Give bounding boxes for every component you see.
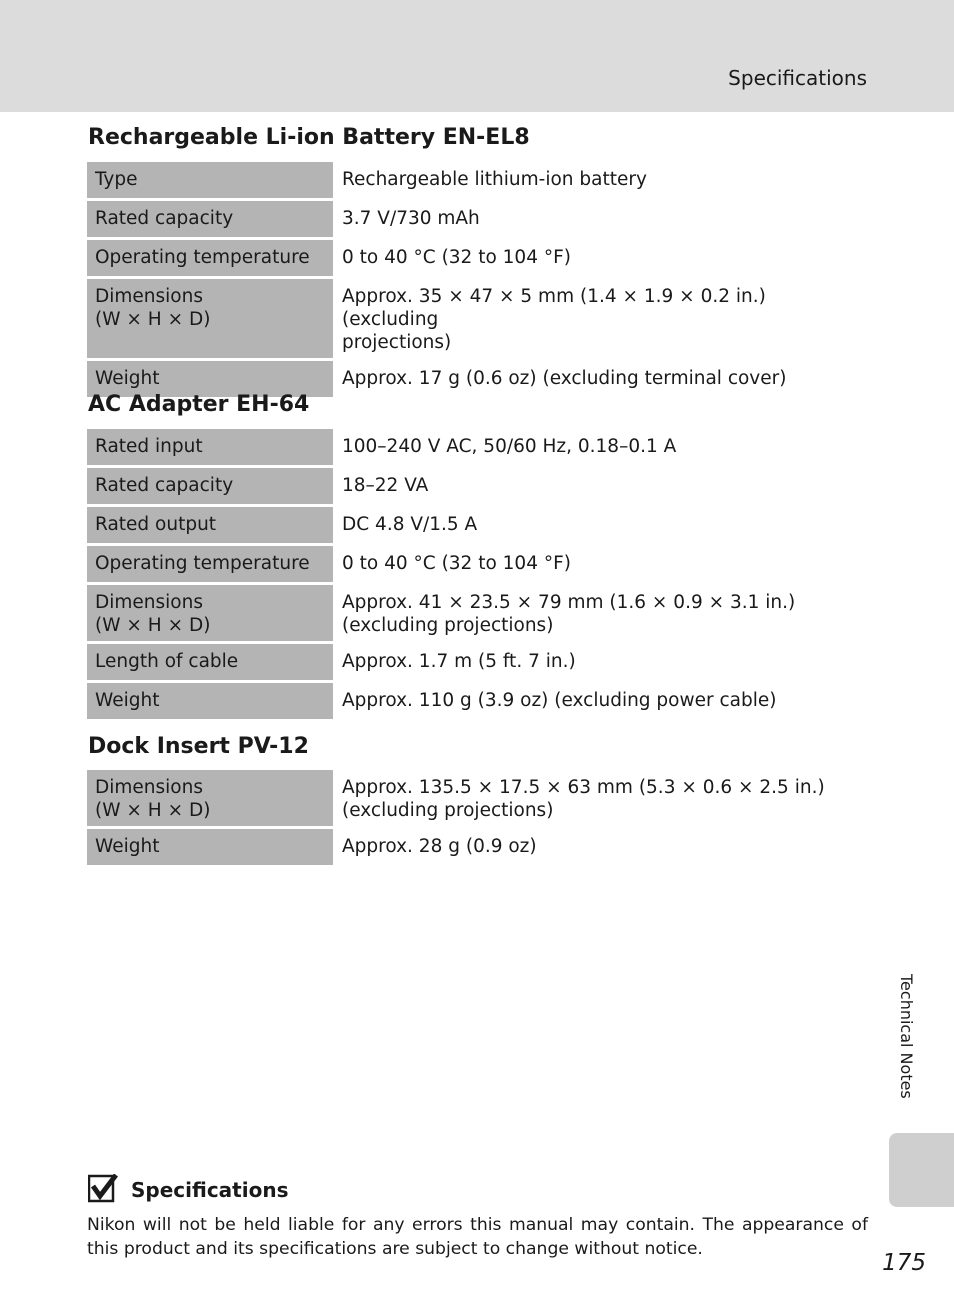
section-title-dock-insert: Dock Insert PV-12: [88, 734, 309, 759]
spec-value-cell: [333, 467, 868, 506]
spec-label-text: (W × H × D): [95, 800, 211, 821]
spec-label-text: Rated capacity: [95, 208, 234, 229]
page-number: 175: [882, 1250, 926, 1276]
spec-label-text: Weight: [95, 836, 160, 857]
spec-row: [87, 828, 868, 867]
spec-value-text: Rechargeable lithium-ion battery: [342, 169, 647, 190]
section-title-ac-adapter: AC Adapter EH-64: [88, 392, 310, 417]
spec-value-cell: [333, 828, 868, 867]
spec-label-cell: [87, 584, 333, 643]
spec-value-text: 100–240 V AC, 50/60 Hz, 0.18–0.1 A: [342, 436, 677, 457]
spec-label-text: Rated input: [95, 436, 203, 457]
spec-row: [87, 162, 868, 200]
spec-row: [87, 429, 868, 467]
spec-value-text: Approx. 41 × 23.5 × 79 mm (1.6 × 0.9 × 3.1 in.): [342, 592, 796, 613]
spec-label-text: Operating temperature: [95, 247, 310, 268]
spec-label-cell: [87, 278, 333, 360]
spec-label-text: Weight: [95, 690, 160, 711]
side-section-label: Technical Notes: [897, 974, 916, 1099]
spec-table-dock-insert: [87, 770, 868, 868]
spec-label-text: Rated capacity: [95, 475, 234, 496]
spec-label-cell: [87, 643, 333, 682]
spec-value-text: Approx. 110 g (3.9 oz) (excluding power cable): [342, 690, 777, 711]
spec-row: [87, 200, 868, 239]
spec-label-cell: [87, 506, 333, 545]
spec-label-cell: [87, 200, 333, 239]
checkmark-note-icon: [88, 1174, 118, 1203]
spec-row: [87, 682, 868, 721]
page-header-band: [0, 0, 954, 112]
spec-table-ac-adapter: [87, 429, 868, 722]
spec-label-text: Rated output: [95, 514, 217, 535]
spec-row: [87, 584, 868, 643]
spec-value-text: Approx. 35 × 47 × 5 mm (1.4 × 1.9 × 0.2 in.) (excluding: [342, 286, 766, 330]
spec-label-text: Type: [95, 169, 138, 190]
spec-value-text: 0 to 40 °C (32 to 104 °F): [342, 553, 571, 574]
spec-table-battery: [87, 162, 868, 400]
spec-label-text: Operating temperature: [95, 553, 310, 574]
spec-row: [87, 643, 868, 682]
spec-label-cell: [87, 828, 333, 867]
spec-label-text: (W × H × D): [95, 309, 211, 330]
spec-row: [87, 506, 868, 545]
spec-value-text: (excluding projections): [342, 800, 554, 821]
spec-label-text: Weight: [95, 368, 160, 389]
spec-value-cell: [333, 239, 868, 278]
spec-value-cell: [333, 682, 868, 721]
spec-value-text: (excluding projections): [342, 615, 554, 636]
spec-value-cell: [333, 545, 868, 584]
spec-row: [87, 239, 868, 278]
spec-label-cell: [87, 545, 333, 584]
spec-label-text: Dimensions: [95, 777, 203, 798]
spec-label-cell: [87, 429, 333, 467]
spec-value-text: Approx. 1.7 m (5 ft. 7 in.): [342, 651, 576, 672]
spec-label-text: Length of cable: [95, 651, 239, 672]
running-header-title: Specifications: [728, 66, 867, 90]
side-thumb-tab: [889, 1133, 954, 1207]
spec-label-cell: [87, 162, 333, 200]
spec-value-text: 3.7 V/730 mAh: [342, 208, 480, 229]
spec-value-cell: [333, 200, 868, 239]
spec-value-cell: [333, 643, 868, 682]
spec-label-cell: [87, 770, 333, 828]
spec-label-text: Dimensions: [95, 592, 203, 613]
spec-row: [87, 770, 868, 828]
spec-value-cell: [333, 584, 868, 643]
spec-value-cell: [333, 770, 868, 828]
spec-row: [87, 545, 868, 584]
spec-label-cell: [87, 467, 333, 506]
spec-value-cell: [333, 429, 868, 467]
spec-label-cell: [87, 682, 333, 721]
spec-value-cell: [333, 506, 868, 545]
spec-value-text: 18–22 VA: [342, 475, 429, 496]
spec-value-cell: [333, 278, 868, 360]
note-title: Specifications: [131, 1178, 289, 1202]
spec-label-text: (W × H × D): [95, 615, 211, 636]
spec-value-text: Approx. 135.5 × 17.5 × 63 mm (5.3 × 0.6 × 2.5 in.): [342, 777, 825, 798]
spec-value-text: Approx. 17 g (0.6 oz) (excluding terminal cover): [342, 368, 787, 389]
note-body: Nikon will not be held liable for any errors this manual may contain. The appearance of this product and its specifications are subject to change without notice.: [87, 1215, 868, 1259]
spec-label-text: Dimensions: [95, 286, 203, 307]
spec-value-text: Approx. 28 g (0.9 oz): [342, 836, 537, 857]
spec-label-cell: [87, 239, 333, 278]
spec-value-cell: [333, 162, 868, 200]
spec-value-cell: [333, 360, 868, 399]
section-title-battery: Rechargeable Li-ion Battery EN-EL8: [88, 125, 530, 150]
spec-value-text: projections): [342, 332, 452, 353]
spec-value-text: DC 4.8 V/1.5 A: [342, 514, 478, 535]
spec-value-text: 0 to 40 °C (32 to 104 °F): [342, 247, 571, 268]
spec-row: [87, 467, 868, 506]
spec-row: [87, 278, 868, 360]
